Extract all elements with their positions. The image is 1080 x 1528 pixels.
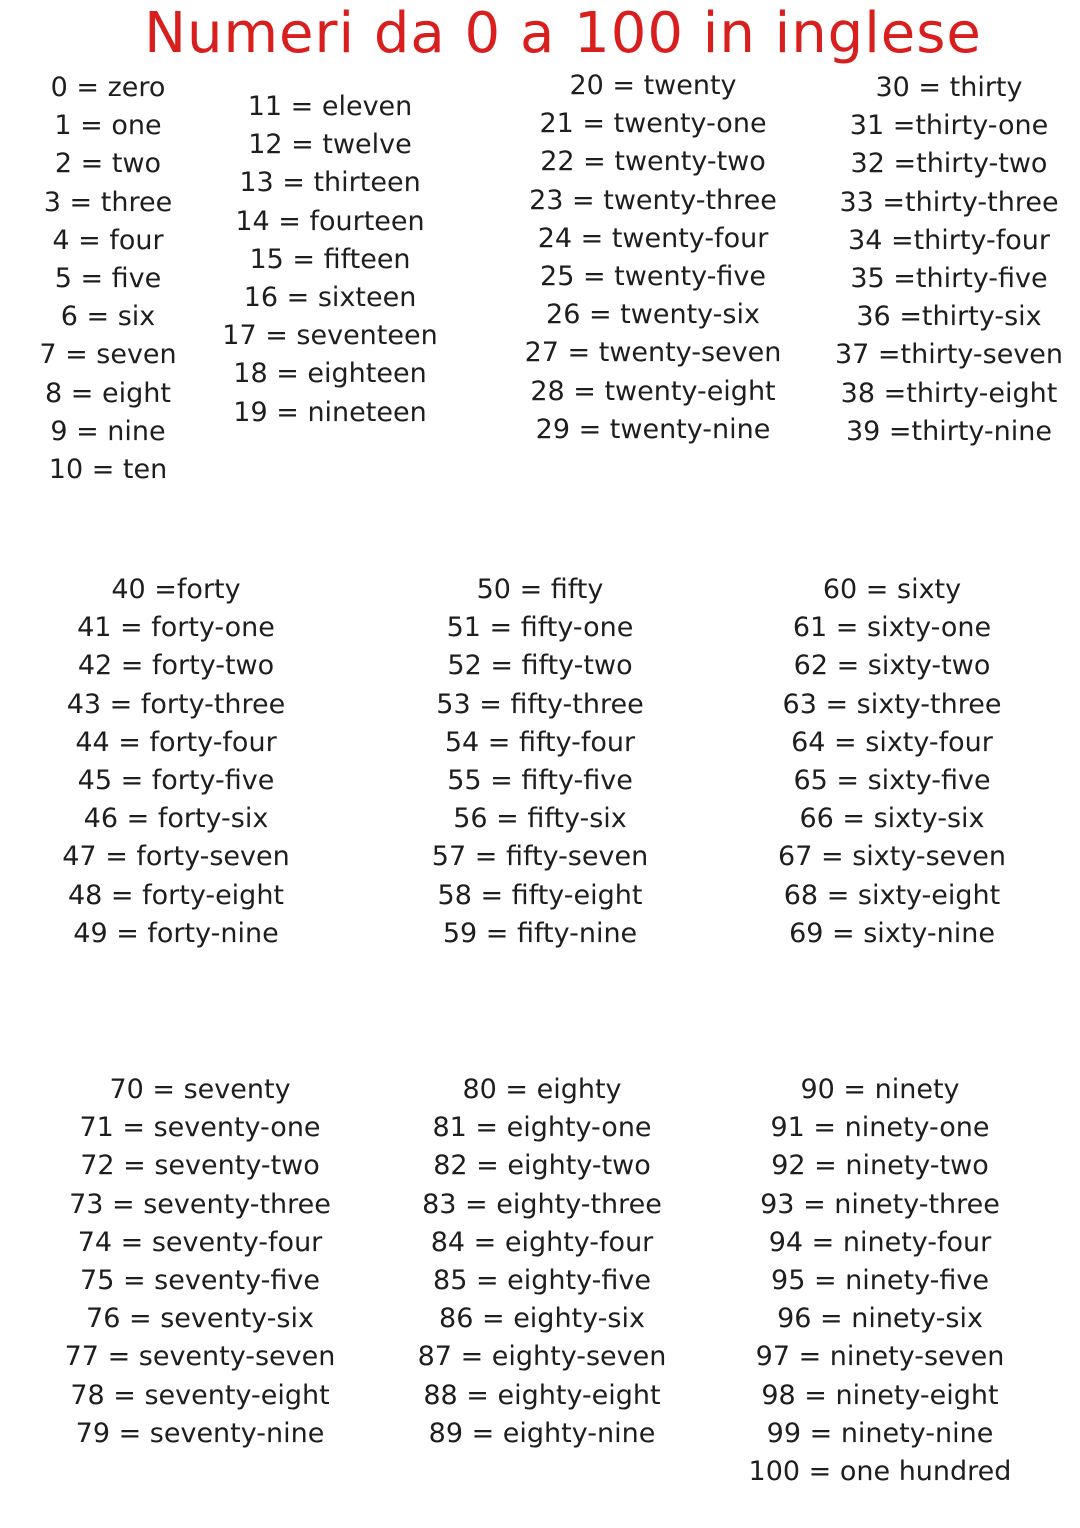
number-entry: 27 = twenty-seven (524, 337, 782, 369)
number-entry: 64 = sixty-four (791, 726, 993, 758)
number-entry: 77 = seventy-seven (64, 1341, 336, 1373)
number-entry: 41 = forty-one (77, 612, 275, 644)
number-entry: 23 = twenty-three (529, 184, 777, 216)
number-entry: 22 = twenty-two (540, 146, 766, 178)
number-entry: 1 = one (54, 110, 162, 142)
number-entry: 7 = seven (39, 339, 177, 371)
number-entry: 60 = sixty (822, 574, 962, 605)
number-entry: 79 = seventy-nine (75, 1417, 325, 1449)
number-entry: 93 = ninety-three (760, 1188, 1000, 1220)
number-entry: 12 = twelve (248, 129, 412, 161)
number-entry: 92 = ninety-two (771, 1150, 989, 1182)
number-entry: 43 = forty-three (66, 688, 286, 720)
number-entry: 46 = forty-six (83, 803, 269, 835)
number-entry: 15 = fifteen (249, 243, 411, 275)
number-entry: 75 = seventy-five (80, 1265, 320, 1297)
number-entry: 70 = seventy (109, 1074, 291, 1105)
number-entry: 68 = sixty-eight (783, 879, 1001, 911)
number-entry: 35 =thirty-five (850, 263, 1048, 295)
number-entry: 98 = ninety-eight (761, 1379, 999, 1411)
number-entry: 39 =thirty-nine (845, 415, 1053, 447)
number-entry: 28 = twenty-eight (530, 375, 776, 407)
number-entry: 10 = ten (48, 454, 168, 486)
number-entry: 19 = nineteen (233, 396, 427, 428)
column-50-59 (394, 571, 686, 953)
number-entry: 88 = eighty-eight (423, 1379, 661, 1411)
number-entry: 47 = forty-seven (62, 841, 290, 873)
number-entry: 89 = eighty-nine (428, 1417, 656, 1449)
column-80-89 (392, 1071, 692, 1453)
number-entry: 57 = fifty-seven (431, 841, 649, 873)
number-entry: 18 = eighteen (233, 358, 427, 390)
number-entry: 61 = sixty-one (792, 612, 992, 644)
number-entry: 16 = sixteen (243, 282, 417, 314)
number-entry: 33 =thirty-three (839, 186, 1059, 218)
number-entry: 74 = seventy-four (77, 1226, 323, 1258)
number-entry: 58 = fifty-eight (437, 879, 643, 911)
number-entry: 17 = seventeen (222, 320, 438, 352)
number-entry: 62 = sixty-two (793, 650, 991, 682)
number-entry: 54 = fifty-four (444, 726, 636, 758)
number-entry: 56 = fifty-six (453, 803, 627, 835)
number-entry: 59 = fifty-nine (442, 917, 638, 949)
number-entry: 34 =thirty-four (848, 224, 1050, 256)
number-entry: 78 = seventy-eight (70, 1379, 330, 1411)
number-entry: 81 = eighty-one (432, 1112, 652, 1144)
number-entry: 32 =thirty-two (850, 148, 1048, 180)
number-entry: 55 = fifty-five (447, 765, 633, 797)
number-entry: 0 = zero (50, 72, 166, 103)
number-entry: 31 =thirty-one (849, 110, 1049, 142)
number-entry: 38 =thirty-eight (840, 377, 1058, 409)
number-entry: 45 = forty-five (77, 765, 275, 797)
number-entry: 67 = sixty-seven (778, 841, 1006, 873)
number-entry: 86 = eighty-six (439, 1303, 645, 1335)
number-entry: 87 = eighty-seven (417, 1341, 667, 1373)
column-90-100 (730, 1071, 1030, 1491)
number-entry: 25 = twenty-five (540, 261, 766, 293)
number-entry: 85 = eighty-five (433, 1265, 651, 1297)
number-entry: 14 = fourteen (235, 205, 425, 237)
number-entry: 84 = eighty-four (430, 1226, 654, 1258)
number-entry: 37 =thirty-seven (834, 339, 1064, 371)
number-entry: 83 = eighty-three (422, 1188, 662, 1220)
number-entry: 51 = fifty-one (446, 612, 634, 644)
number-entry: 95 = ninety-five (771, 1265, 989, 1297)
number-entry: 100 = one hundred (748, 1456, 1012, 1488)
page-title: Numeri da 0 a 100 in inglese (144, 1, 982, 66)
column-20-29 (500, 67, 806, 449)
number-entry: 42 = forty-two (77, 650, 275, 682)
number-entry: 8 = eight (45, 377, 171, 409)
number-entry: 91 = ninety-one (770, 1112, 990, 1144)
number-entry: 36 =thirty-six (856, 301, 1042, 333)
column-70-79 (42, 1071, 358, 1453)
number-entry: 30 = thirty (875, 72, 1023, 103)
column-30-39 (818, 69, 1080, 451)
number-entry: 94 = ninety-four (768, 1226, 992, 1258)
number-entry: 99 = ninety-nine (766, 1417, 994, 1449)
number-entry: 48 = forty-eight (67, 879, 285, 911)
number-entry: 73 = seventy-three (69, 1188, 331, 1220)
number-entry: 21 = twenty-one (539, 108, 767, 140)
number-entry: 24 = twenty-four (537, 222, 769, 254)
number-entry: 29 = twenty-nine (535, 413, 771, 445)
number-entry: 2 = two (54, 148, 162, 180)
number-entry: 63 = sixty-three (782, 688, 1002, 720)
number-entry: 26 = twenty-six (546, 299, 760, 331)
number-entry: 49 = forty-nine (73, 917, 279, 949)
number-entry: 5 = five (54, 263, 162, 295)
number-entry: 3 = three (43, 186, 173, 218)
number-entry: 6 = six (60, 301, 156, 333)
column-0-10 (8, 69, 208, 489)
number-entry: 82 = eighty-two (433, 1150, 651, 1182)
column-40-49 (30, 571, 322, 953)
number-entry: 76 = seventy-six (86, 1303, 314, 1335)
number-entry: 71 = seventy-one (79, 1112, 321, 1144)
number-entry: 80 = eighty (462, 1074, 622, 1105)
number-entry: 65 = sixty-five (793, 765, 991, 797)
number-entry: 11 = eleven (247, 91, 413, 122)
number-entry: 50 = fifty (476, 574, 604, 605)
number-entry: 4 = four (52, 224, 164, 256)
number-entry: 52 = fifty-two (447, 650, 633, 682)
number-entry: 53 = fifty-three (436, 688, 644, 720)
column-60-69 (746, 571, 1038, 953)
number-entry: 44 = forty-four (75, 726, 277, 758)
number-entry: 97 = ninety-seven (755, 1341, 1005, 1373)
number-entry: 72 = seventy-two (80, 1150, 320, 1182)
number-entry: 13 = thirteen (239, 167, 421, 199)
number-entry: 9 = nine (50, 415, 166, 447)
column-11-19 (210, 88, 450, 432)
number-entry: 96 = ninety-six (777, 1303, 983, 1335)
number-entry: 69 = sixty-nine (789, 917, 995, 949)
number-entry: 66 = sixty-six (799, 803, 985, 835)
number-entry: 90 = ninety (800, 1074, 960, 1105)
number-entry: 40 =forty (111, 574, 241, 605)
number-entry: 20 = twenty (569, 70, 737, 101)
